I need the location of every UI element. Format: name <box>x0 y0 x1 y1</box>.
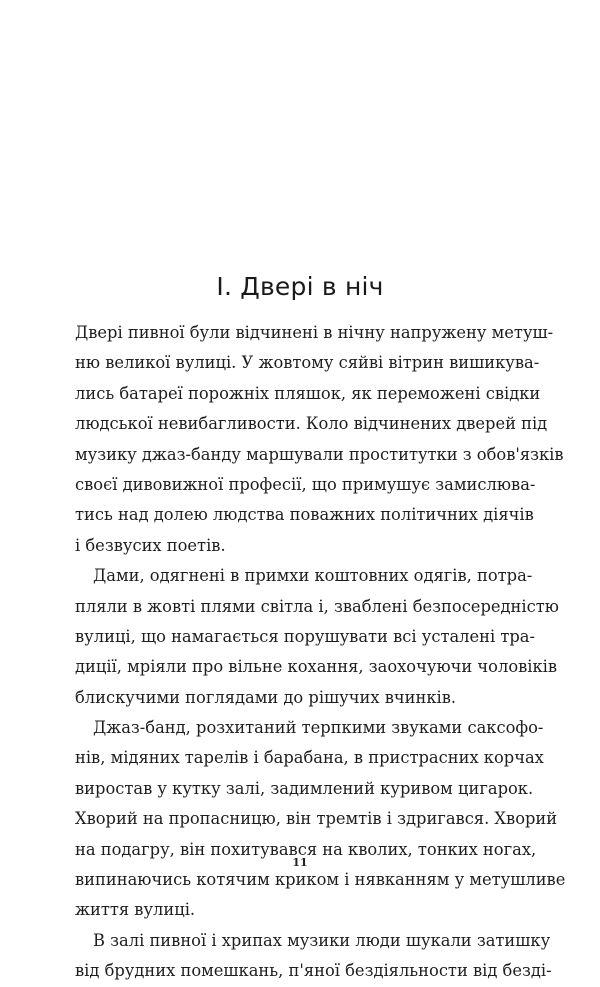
chapter-body <box>75 318 566 987</box>
text-line: блискучими поглядами до рішучих вчинків. <box>75 687 457 707</box>
text-line: пляли в жовті плями світла і, зваблені безпосередністю <box>75 596 559 616</box>
paragraph <box>75 713 566 926</box>
text-line: і безвусих поетів. <box>75 535 226 555</box>
text-line: Хворий на пропасницю, він тремтів і здригався. Хворий <box>75 809 558 829</box>
text-line: тись над долею людства поважних політичних діячів <box>75 505 534 525</box>
text-line: лись батареї порожніх пляшок, як переможені свідки <box>75 383 541 403</box>
paragraph <box>75 318 564 561</box>
text-line: вулиці, що намагається порушувати всі усталені тра- <box>75 626 536 646</box>
text-line: Дами, одягнені в примхи коштовних одягів, потра- <box>93 566 533 586</box>
text-line: людської невибагливости. Коло відчинених дверей під <box>75 414 548 434</box>
text-line: виростав у кутку залі, задимлений куривом цигарок. <box>75 778 534 798</box>
text-line: музику джаз-банду маршували проститутки з обов'язків <box>75 444 564 464</box>
text-line: нів, мідяних тарелів і барабана, в пристрасних корчах <box>75 748 544 768</box>
text-line: ню великої вулиці. У жовтому сяйві вітрин вишикува- <box>75 353 540 373</box>
text-line: Джаз-банд, розхитаний терпкими звуками саксофо- <box>93 718 544 738</box>
text-line: В залі пивної і хрипах музики люди шукали затишку <box>93 930 551 950</box>
text-line: від брудних помешкань, п'яної бездіяльности від безді- <box>75 961 552 981</box>
text-line: диції, мріяли про вільне кохання, заохочуючи чоловіків <box>75 657 558 677</box>
text-line: своєї дивовижної професії, що примушує замислюва- <box>75 474 536 494</box>
text-line: випинаючись котячим криком і нявканням у метушливе <box>75 870 566 890</box>
page-number: 11 <box>292 856 308 869</box>
paragraph <box>75 561 559 713</box>
text-line: Двері пивної були відчинені в нічну напружену метуш- <box>75 323 554 342</box>
text-line: на подагру, він похитувався на кволих, тонких ногах, <box>75 839 537 859</box>
text-line: життя вулиці. <box>75 900 196 920</box>
chapter-title: I. Двері в ніч <box>216 272 384 301</box>
paragraph <box>75 926 552 987</box>
